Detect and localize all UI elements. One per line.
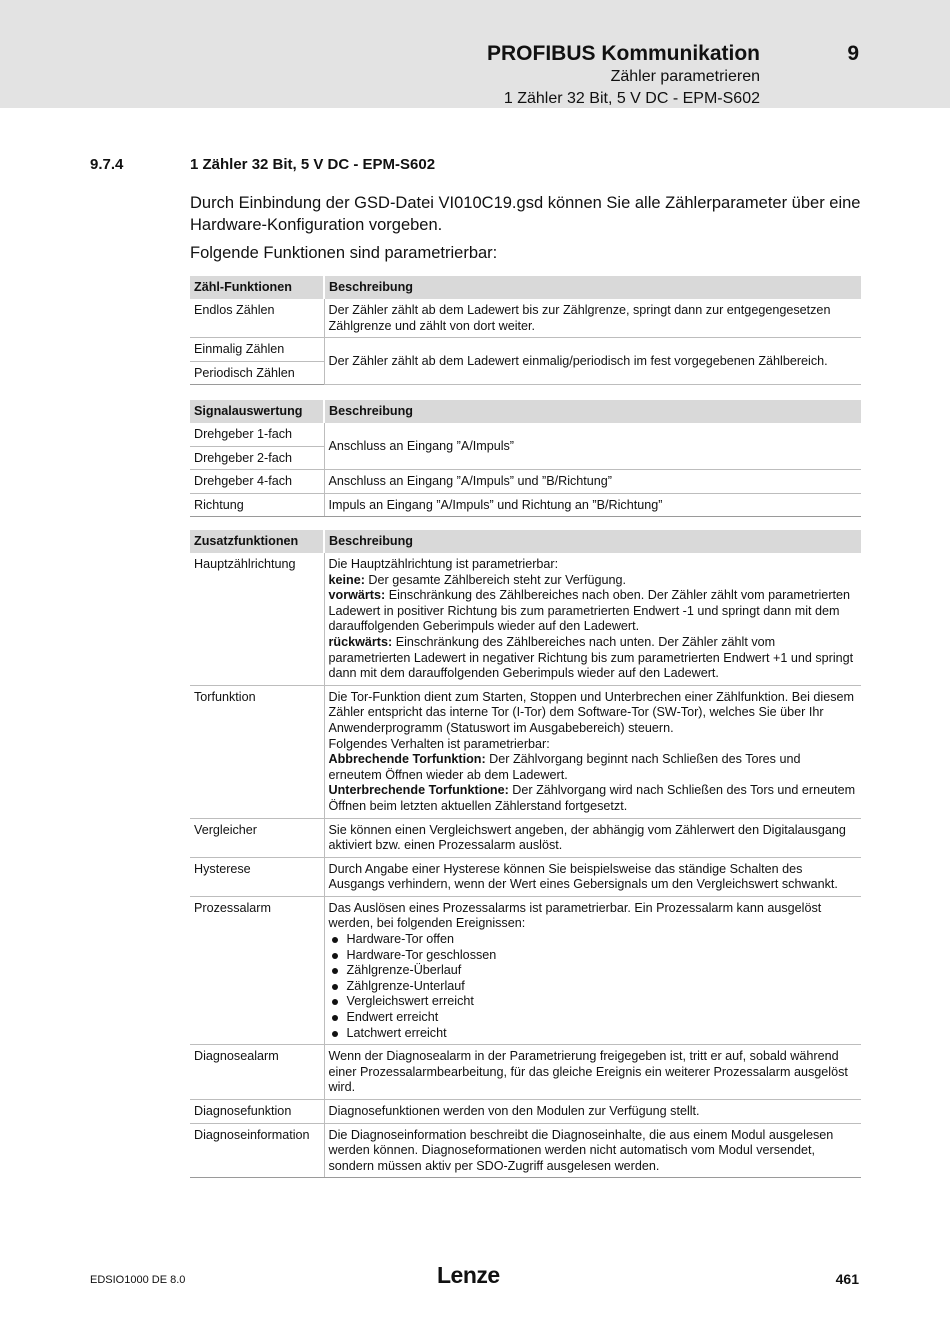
function-description: Durch Angabe einer Hysterese können Sie beispielsweise das ständige Schalten des Ausgangs verhindern, wenn der Wert eines Gebersignals um den Vergleichswert schwankt.: [324, 857, 861, 896]
intro-paragraph: Durch Einbindung der GSD-Datei VI010C19.gsd können Sie alle Zählerparameter über eine Hardware-Konfiguration vorgeben.: [190, 194, 861, 234]
function-name: Endlos Zählen: [190, 299, 324, 338]
column-header: Zusatzfunktionen: [190, 530, 324, 553]
term-text: Der gesamte Zählbereich steht zur Verfügung.: [364, 572, 627, 587]
header-subtitle: 1 Zähler 32 Bit, 5 V DC - EPM-S602: [503, 90, 760, 107]
function-description: Wenn der Diagnosealarm in der Parametrierung freigegeben ist, tritt er auf, sobald während einer Prozessalarmbearbeitung, für das gleiche Ereignis ein weiterer Prozessalarm ausgelöst wird.: [324, 1045, 861, 1100]
event-list: [329, 932, 858, 1041]
term-label: rückwärts:: [328, 634, 393, 649]
term-text: Einschränkung des Zählbereiches nach unten. Der Zähler zählt vom parametrierten Ladewert in negativer Richtung bis zum parametrierten Endwert +1 und springt dann mit dem darauffolgenden Geberimpuls wieder auf den Ladewert.: [328, 634, 854, 681]
term-text: Der Zählvorgang wird nach Schließen des Tors und erneutem Öffnen beim letzten aktuellen Zählerstand fortgesetzt.: [328, 783, 856, 813]
list-item: Endwert erreicht: [329, 1010, 858, 1026]
table-row: [190, 1100, 861, 1124]
signal-description: Impuls an Eingang ”A/Impuls” und Richtung an ”B/Richtung”: [324, 493, 861, 517]
column-header: Signalauswertung: [190, 400, 324, 423]
list-item: Vergleichswert erreicht: [329, 994, 858, 1010]
column-header: Beschreibung: [324, 530, 861, 553]
section-number: 9.7.4: [90, 156, 124, 173]
table-row: [190, 857, 861, 896]
header-subtitle: Zähler parametrieren: [610, 68, 760, 85]
description-text: Folgendes Verhalten ist parametrierbar:: [328, 736, 550, 751]
function-description: Die Diagnoseinformation beschreibt die Diagnoseinhalte, die aus einem Modul ausgelesen werden können. Diagnoseformationen werden nicht automatisch vom Modul versendet, sondern müssen aktiv per SDO-Zugriff ausgelesen werden.: [324, 1123, 861, 1178]
term-label: Unterbrechende Torfunktione:: [328, 783, 509, 798]
column-header: Beschreibung: [324, 276, 861, 299]
signal-name: Drehgeber 2-fach: [190, 446, 324, 470]
description-text: Das Auslösen eines Prozessalarms ist parametrierbar. Ein Prozessalarm kann ausgelöst werden, bei folgenden Ereignissen:: [328, 900, 822, 931]
table-row: [190, 493, 861, 517]
signal-description: Anschluss an Eingang ”A/Impuls”: [324, 423, 861, 470]
function-description: [324, 896, 861, 1044]
function-name: Torfunktion: [190, 685, 324, 818]
table-row: [190, 299, 861, 338]
function-name: Einmalig Zählen: [190, 338, 324, 362]
description-text: Die Hauptzählrichtung ist parametrierbar:: [328, 557, 559, 571]
page-number: 461: [835, 1271, 859, 1287]
table-header-row: [190, 530, 861, 553]
table-header-row: [190, 276, 861, 299]
table-row: [190, 338, 861, 362]
term-label: Abbrechende Torfunktion:: [328, 752, 486, 767]
function-name: Periodisch Zählen: [190, 361, 324, 385]
function-name: Diagnoseinformation: [190, 1123, 324, 1178]
function-name: Hysterese: [190, 857, 324, 896]
function-name: Diagnosefunktion: [190, 1100, 324, 1124]
function-description: Diagnosefunktionen werden von den Modulen zur Verfügung stellt.: [324, 1100, 861, 1124]
table-header-row: [190, 400, 861, 423]
lead-paragraph: Folgende Funktionen sind parametrierbar:: [190, 244, 498, 262]
term-label: vorwärts:: [328, 588, 386, 603]
function-name: Hauptzählrichtung: [190, 553, 324, 685]
table-row: [190, 896, 861, 1044]
list-item: Hardware-Tor geschlossen: [329, 948, 858, 964]
function-description: [324, 685, 861, 818]
term-label: keine:: [328, 572, 365, 587]
function-name: Diagnosealarm: [190, 1045, 324, 1100]
function-description: Sie können einen Vergleichswert angeben, der abhängig vom Zählerwert den Digitalausgang aktiviert bzw. einen Prozessalarm auslöst.: [324, 818, 861, 857]
table-row: [190, 818, 861, 857]
list-item: Hardware-Tor offen: [329, 932, 858, 948]
description-text: [329, 783, 858, 814]
table-row: [190, 470, 861, 494]
table-row: [190, 685, 861, 818]
column-header: Zähl-Funktionen: [190, 276, 324, 299]
header-title: PROFIBUS Kommunikation: [486, 42, 760, 65]
table-row: [190, 553, 861, 685]
description-text: [329, 635, 858, 682]
signal-evaluation-table: [190, 400, 861, 517]
function-description: [324, 553, 861, 685]
description-text: [329, 752, 858, 783]
list-item: Zählgrenze-Überlauf: [329, 963, 858, 979]
document-id: EDSIO1000 DE 8.0: [90, 1274, 186, 1286]
counting-functions-table: [190, 276, 861, 385]
signal-name: Richtung: [190, 493, 324, 517]
additional-functions-table: [190, 530, 861, 1178]
function-description: Der Zähler zählt ab dem Ladewert bis zur Zählgrenze, springt dann zur entgegengesetzen Zählgrenze und zählt von dort weiter.: [324, 299, 861, 338]
function-name: Prozessalarm: [190, 896, 324, 1044]
lenze-logo: Lenze: [437, 1262, 500, 1288]
function-description: Der Zähler zählt ab dem Ladewert einmalig/periodisch im fest vorgegebenen Zählbereich.: [324, 338, 861, 385]
function-name: Vergleicher: [190, 818, 324, 857]
description-text: [329, 588, 858, 635]
list-item: Latchwert erreicht: [329, 1026, 858, 1042]
chapter-number: 9: [847, 42, 859, 65]
term-text: Einschränkung des Zählbereiches nach oben. Der Zähler zählt vom parametrierten Ladewert in positiver Richtung bis zum parametrierten Endwert -1 und springt dann mit dem darauffolgenden Geberimpuls wieder auf den Ladewert.: [328, 588, 851, 634]
table-row: [190, 1123, 861, 1178]
table-row: [190, 423, 861, 446]
section-title: 1 Zähler 32 Bit, 5 V DC - EPM-S602: [190, 156, 436, 173]
term-text: Der Zählvorgang beginnt nach Schließen des Tores und erneutem Öffnen wieder ab dem Ladewert.: [328, 752, 801, 782]
description-text: Die Tor-Funktion dient zum Starten, Stoppen und Unterbrechen einer Zählfunktion. Bei diesem Zähler entspricht das interne Tor (I-Tor) dem Software-Tor (SW-Tor), welches Sie über Ihr Anwenderprogramm (Statuswort im Ausgabebereich) steuern.: [328, 689, 854, 735]
signal-description: Anschluss an Eingang ”A/Impuls” und ”B/Richtung”: [324, 470, 861, 494]
column-header: Beschreibung: [324, 400, 861, 423]
description-text: [329, 573, 858, 589]
table-row: [190, 1045, 861, 1100]
signal-name: Drehgeber 4-fach: [190, 470, 324, 494]
list-item: Zählgrenze-Unterlauf: [329, 979, 858, 995]
signal-name: Drehgeber 1-fach: [190, 423, 324, 446]
header-band: [0, 0, 950, 108]
